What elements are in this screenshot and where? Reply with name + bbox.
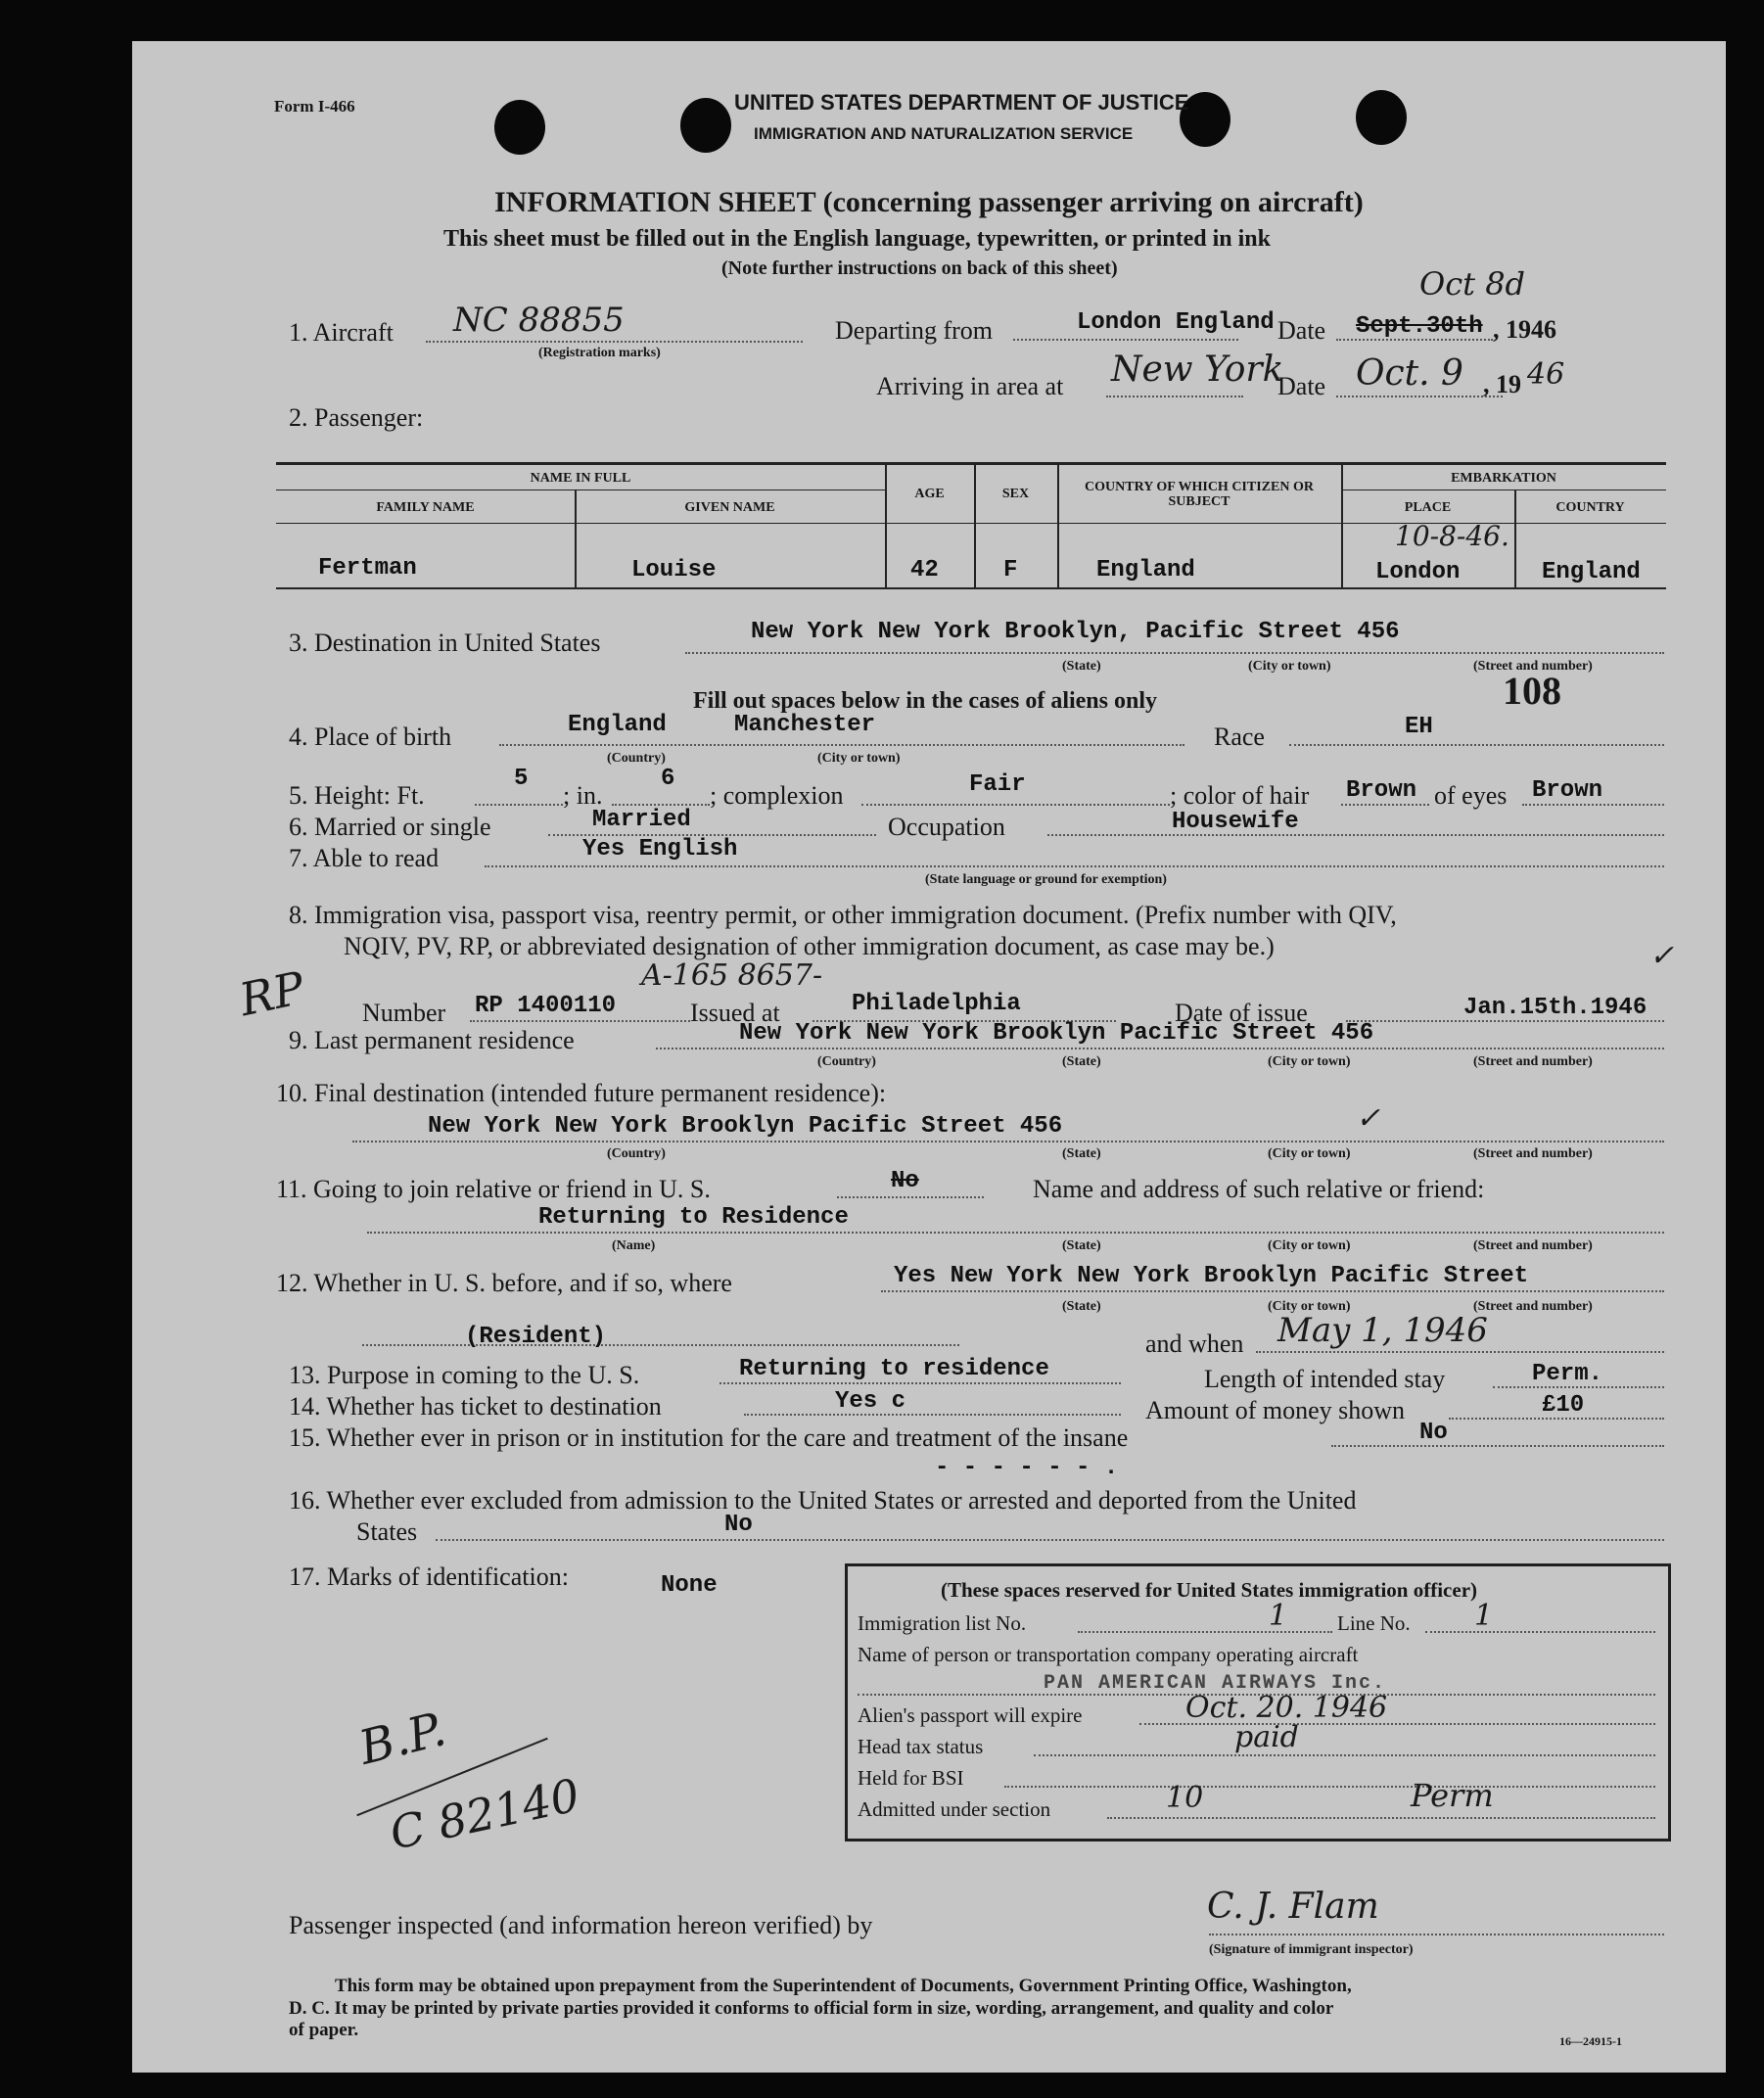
relative-city-caption: (City or town) bbox=[1268, 1238, 1351, 1253]
header-given-name: GIVEN NAME bbox=[684, 500, 775, 515]
header-age: AGE bbox=[914, 487, 945, 501]
arrival-date-line bbox=[1336, 396, 1503, 397]
purpose-line bbox=[720, 1382, 1121, 1384]
cell-age: 42 bbox=[910, 557, 939, 583]
birth-country-caption: (Country) bbox=[607, 751, 666, 766]
instructions-note: (Note further instructions on back of this sheet) bbox=[721, 257, 1118, 279]
final-destination-value: New York New York Brooklyn Pacific Street 456 bbox=[428, 1113, 1063, 1140]
departing-value: London England bbox=[1077, 309, 1275, 336]
race-value: EH bbox=[1405, 714, 1433, 740]
header-name-in-full: NAME IN FULL bbox=[530, 471, 631, 486]
cell-country: England bbox=[1096, 557, 1195, 583]
registration-caption: (Registration marks) bbox=[538, 346, 661, 360]
aircraft-line bbox=[426, 341, 803, 343]
final-destination-state-caption: (State) bbox=[1062, 1146, 1101, 1161]
margin-annotation-number: C 82140 bbox=[385, 1768, 584, 1860]
birth-country: England bbox=[568, 712, 667, 738]
held-for-bsi-label: Held for BSI bbox=[858, 1766, 964, 1790]
inspector-signature: C. J. Flam bbox=[1207, 1887, 1379, 1927]
birth-city-caption: (City or town) bbox=[817, 751, 901, 766]
complexion-label: ; complexion bbox=[710, 781, 844, 810]
previous-visit-line bbox=[881, 1290, 1664, 1292]
last-residence-value: New York New York Brooklyn Pacific Street 456 bbox=[739, 1020, 1374, 1047]
inspected-by-label: Passenger inspected (and information hereon verified) by bbox=[289, 1911, 873, 1939]
line-number-value: 1 bbox=[1474, 1599, 1494, 1633]
previous-visit-line2 bbox=[362, 1344, 959, 1346]
operating-company-value: PAN AMERICAN AIRWAYS Inc. bbox=[1044, 1672, 1387, 1695]
previous-visit-label: 12. Whether in U. S. before, and if so, where bbox=[276, 1269, 732, 1297]
subtitle: This sheet must be filled out in the English language, typewritten, or printed in ink bbox=[443, 226, 1271, 252]
form-sheet bbox=[132, 41, 1726, 2073]
departure-date-struck: Sept.30th bbox=[1356, 313, 1483, 340]
previous-visit-when-line bbox=[1256, 1351, 1664, 1353]
relative-name-address-line bbox=[367, 1232, 1664, 1234]
header-place: PLACE bbox=[1404, 500, 1452, 515]
issued-at-label: Issued at bbox=[690, 999, 780, 1027]
margin-annotation-bp: B.P. bbox=[353, 1702, 451, 1776]
prison-question-label: 15. Whether ever in prison or in institution for the care and treatment of the insane bbox=[289, 1423, 1129, 1452]
date-of-issue-value: Jan.15th.1946 bbox=[1463, 995, 1648, 1021]
punch-hole bbox=[494, 100, 545, 155]
destination-city-caption: (City or town) bbox=[1248, 659, 1331, 674]
occupation-label: Occupation bbox=[888, 813, 1005, 841]
read-ability-caption: (State language or ground for exemption) bbox=[925, 872, 1167, 887]
issued-at-value: Philadelphia bbox=[852, 991, 1021, 1017]
complexion-line bbox=[861, 804, 1170, 806]
head-tax-label: Head tax status bbox=[858, 1735, 984, 1758]
read-ability-value: Yes English bbox=[582, 836, 738, 863]
money-shown-label: Amount of money shown bbox=[1145, 1396, 1406, 1424]
last-residence-line bbox=[656, 1048, 1664, 1049]
relative-name-address-label: Name and address of such relative or friend: bbox=[1033, 1175, 1485, 1203]
birthplace-label: 4. Place of birth bbox=[289, 723, 452, 751]
header-sex: SEX bbox=[1001, 487, 1030, 501]
destination-value: New York New York Brooklyn, Pacific Street 456 bbox=[751, 619, 1400, 645]
service-name: IMMIGRATION AND NATURALIZATION SERVICE bbox=[754, 124, 1134, 143]
ticket-value: Yes c bbox=[835, 1388, 906, 1415]
eye-color-value: Brown bbox=[1532, 777, 1603, 804]
join-relative-line bbox=[837, 1196, 984, 1198]
join-relative-struck-value: No bbox=[891, 1168, 919, 1194]
document-number-label: Number bbox=[362, 999, 446, 1027]
form-number: Form I-466 bbox=[274, 97, 355, 116]
check-mark: ✓ bbox=[1356, 1101, 1381, 1136]
aliens-only-heading: Fill out spaces below in the cases of aliens only bbox=[693, 688, 1158, 714]
occupation-value: Housewife bbox=[1172, 809, 1299, 835]
immigration-officer-box bbox=[845, 1563, 1671, 1842]
prison-question-value: No bbox=[1419, 1420, 1448, 1446]
birth-city: Manchester bbox=[734, 712, 876, 738]
previous-visit-when-label: and when bbox=[1145, 1329, 1244, 1358]
race-label: Race bbox=[1214, 723, 1265, 751]
document-number-line bbox=[470, 1020, 690, 1022]
cell-emb-country: England bbox=[1542, 559, 1641, 585]
height-ft-line bbox=[475, 804, 563, 806]
read-ability-line bbox=[485, 865, 1664, 867]
height-in-line bbox=[612, 804, 710, 806]
document-label-line1: 8. Immigration visa, passport visa, reentry permit, or other immigration document. (Prefix number with QIV, bbox=[289, 901, 1397, 929]
hair-color-line bbox=[1341, 804, 1429, 806]
eye-color-label: of eyes bbox=[1434, 781, 1508, 810]
operating-company-label: Name of person or transportation company operating aircraft bbox=[858, 1643, 1359, 1666]
admitted-section-note: Perm bbox=[1411, 1777, 1494, 1814]
officer-box-title: (These spaces reserved for United States immigration officer) bbox=[941, 1578, 1478, 1602]
cell-family-name: Fertman bbox=[318, 555, 417, 582]
previous-visit-state-caption: (State) bbox=[1062, 1299, 1101, 1314]
last-residence-state-caption: (State) bbox=[1062, 1054, 1101, 1069]
destination-street-caption: (Street and number) bbox=[1473, 659, 1593, 674]
header-embarkation: EMBARKATION bbox=[1451, 471, 1556, 486]
final-destination-street-caption: (Street and number) bbox=[1473, 1146, 1593, 1161]
line-number-line bbox=[1425, 1631, 1655, 1633]
page-title: INFORMATION SHEET (concerning passenger arriving on aircraft) bbox=[494, 186, 1364, 218]
race-line bbox=[1289, 744, 1664, 746]
destination-line bbox=[685, 652, 1664, 654]
previous-visit-when-value: May 1, 1946 bbox=[1277, 1311, 1488, 1350]
passenger-label: 2. Passenger: bbox=[289, 403, 424, 432]
height-in-value: 6 bbox=[661, 766, 675, 792]
relative-name-address-value: Returning to Residence bbox=[538, 1204, 849, 1231]
relative-state-caption: (State) bbox=[1062, 1238, 1101, 1253]
relative-name-caption: (Name) bbox=[612, 1238, 656, 1253]
departing-label: Departing from bbox=[835, 316, 994, 345]
previous-visit-city-caption: (City or town) bbox=[1268, 1299, 1351, 1314]
marital-status-label: 6. Married or single bbox=[289, 813, 491, 841]
ticket-label: 14. Whether has ticket to destination bbox=[289, 1392, 662, 1421]
stay-length-value: Perm. bbox=[1532, 1361, 1603, 1387]
arrival-date-label: Date bbox=[1277, 372, 1326, 400]
purpose-value: Returning to residence bbox=[739, 1356, 1049, 1382]
destination-state-caption: (State) bbox=[1062, 659, 1101, 674]
departing-line bbox=[1013, 339, 1238, 341]
footer-line-3: of paper. bbox=[289, 2020, 359, 2040]
previous-visit-resident: (Resident) bbox=[465, 1324, 607, 1350]
immigration-list-label: Immigration list No. bbox=[858, 1611, 1027, 1635]
aircraft-value: NC 88855 bbox=[453, 301, 625, 340]
cell-emb-date-note: 10-8-46. bbox=[1395, 520, 1509, 552]
destination-note-number: 108 bbox=[1503, 669, 1561, 713]
relative-street-caption: (Street and number) bbox=[1473, 1238, 1593, 1253]
footer-line-2: D. C. It may be printed by private parties provided it conforms to official form in size, wording, arrangement, and quality and color bbox=[289, 1998, 1334, 2019]
read-ability-label: 7. Able to read bbox=[289, 844, 440, 872]
birthplace-line bbox=[499, 744, 1184, 746]
complexion-value: Fair bbox=[969, 771, 1026, 798]
height-in-label: ; in. bbox=[563, 781, 603, 810]
passport-expire-label: Alien's passport will expire bbox=[858, 1703, 1083, 1727]
arrival-year-prefix: , 19 bbox=[1483, 370, 1521, 398]
last-residence-city-caption: (City or town) bbox=[1268, 1054, 1351, 1069]
marital-status-value: Married bbox=[592, 807, 691, 833]
final-destination-line bbox=[352, 1141, 1664, 1142]
document-handwritten-number: A-165 8657- bbox=[641, 958, 823, 993]
check-mark: ✓ bbox=[1649, 939, 1675, 973]
cell-sex: F bbox=[1003, 557, 1018, 583]
height-ft-value: 5 bbox=[514, 766, 529, 792]
previous-visit-value: Yes New York New York Brooklyn Pacific Street bbox=[894, 1263, 1529, 1289]
excluded-question-line1: 16. Whether ever excluded from admission to the United States or arrested and deported from the United bbox=[289, 1486, 1357, 1515]
final-destination-label: 10. Final destination (intended future permanent residence): bbox=[276, 1079, 887, 1107]
hair-color-value: Brown bbox=[1346, 777, 1417, 804]
last-residence-street-caption: (Street and number) bbox=[1473, 1054, 1593, 1069]
identification-marks-label: 17. Marks of identification: bbox=[289, 1562, 569, 1591]
header-country-citizen: COUNTRY OF WHICH CITIZEN OR SUBJECT bbox=[1085, 480, 1314, 510]
final-destination-country-caption: (Country) bbox=[607, 1146, 666, 1161]
stay-length-label: Length of intended stay bbox=[1204, 1365, 1446, 1393]
punch-hole bbox=[680, 98, 731, 153]
passport-expire-value: Oct. 20. 1946 bbox=[1185, 1691, 1388, 1725]
aircraft-label: 1. Aircraft bbox=[289, 318, 394, 347]
head-tax-line bbox=[1034, 1754, 1655, 1756]
signature-caption: (Signature of immigrant inspector) bbox=[1209, 1942, 1414, 1957]
prison-question-line bbox=[1331, 1445, 1664, 1447]
immigration-list-value: 1 bbox=[1269, 1599, 1288, 1633]
destination-label: 3. Destination in United States bbox=[289, 629, 601, 657]
previous-visit-street-caption: (Street and number) bbox=[1473, 1299, 1593, 1314]
money-shown-value: £10 bbox=[1542, 1392, 1585, 1419]
arrival-date-value: Oct. 9 bbox=[1356, 353, 1463, 394]
admitted-section-value: 10 bbox=[1166, 1781, 1204, 1815]
departure-date-label: Date bbox=[1277, 316, 1326, 345]
departure-date-correction: Oct 8d bbox=[1419, 265, 1526, 303]
hair-color-label: ; color of hair bbox=[1170, 781, 1310, 810]
cell-given-name: Louise bbox=[631, 557, 717, 583]
excluded-question-line2: States bbox=[356, 1517, 418, 1546]
cell-emb-place: London bbox=[1375, 559, 1461, 585]
document-label-line2: NQIV, PV, RP, or abbreviated designation of other immigration document, as case may be.) bbox=[344, 932, 1275, 960]
inspector-signature-line bbox=[1209, 1934, 1664, 1935]
head-tax-value: paid bbox=[1234, 1720, 1299, 1754]
date-of-issue-label: Date of issue bbox=[1175, 999, 1308, 1027]
immigration-list-line bbox=[1078, 1631, 1332, 1633]
footer-line-1: This form may be obtained upon prepayment from the Superintendent of Documents, Government Printing Office, Washington, bbox=[335, 1976, 1352, 1996]
excluded-question-line bbox=[436, 1539, 1664, 1541]
header-family-name: FAMILY NAME bbox=[376, 500, 475, 515]
final-destination-city-caption: (City or town) bbox=[1268, 1146, 1351, 1161]
header-emb-country: COUNTRY bbox=[1555, 500, 1625, 515]
document-number-value: RP 1400110 bbox=[475, 993, 617, 1019]
occupation-line bbox=[1047, 834, 1664, 836]
margin-note-rp: RP bbox=[235, 960, 309, 1027]
line-number-label: Line No. bbox=[1337, 1611, 1411, 1635]
departure-year: , 1946 bbox=[1493, 315, 1556, 344]
admitted-section-label: Admitted under section bbox=[858, 1797, 1051, 1821]
excluded-question-value: No bbox=[724, 1512, 753, 1538]
arriving-label: Arriving in area at bbox=[876, 372, 1064, 400]
last-residence-label: 9. Last permanent residence bbox=[289, 1026, 575, 1054]
admitted-section-line bbox=[1107, 1817, 1655, 1819]
ticket-line bbox=[744, 1414, 1121, 1416]
identification-marks-value: None bbox=[661, 1572, 718, 1599]
department-name: UNITED STATES DEPARTMENT OF JUSTICE bbox=[734, 90, 1189, 115]
join-relative-label: 11. Going to join relative or friend in U. S. bbox=[276, 1175, 711, 1203]
print-code: 16—24915-1 bbox=[1559, 2034, 1622, 2048]
height-label: 5. Height: Ft. bbox=[289, 781, 425, 810]
prison-question-dashes: - - - - - - . bbox=[935, 1455, 1119, 1481]
punch-hole bbox=[1356, 90, 1407, 145]
eye-color-line bbox=[1522, 804, 1664, 806]
last-residence-country-caption: (Country) bbox=[817, 1054, 876, 1069]
purpose-label: 13. Purpose in coming to the U. S. bbox=[289, 1361, 640, 1389]
arriving-line bbox=[1106, 396, 1243, 397]
arrival-year-value: 46 bbox=[1527, 357, 1565, 392]
held-for-bsi-line bbox=[1004, 1786, 1655, 1788]
arriving-value: New York bbox=[1111, 350, 1284, 390]
